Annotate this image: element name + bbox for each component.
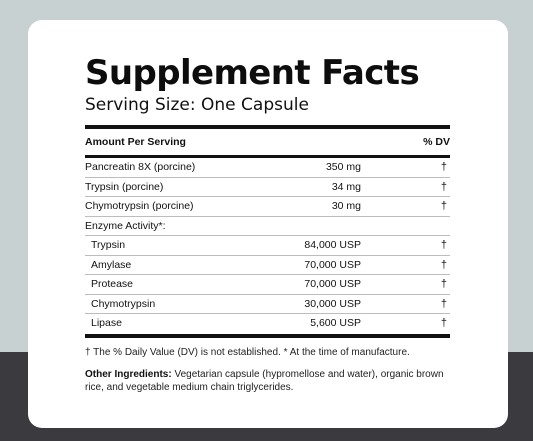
- header-amount-per-serving: Amount Per Serving: [85, 136, 186, 148]
- panel-title: Supplement Facts: [85, 53, 420, 93]
- label-card: [28, 20, 508, 428]
- row-name: Chymotrypsin (porcine): [85, 200, 194, 212]
- row-dv: †: [440, 317, 447, 329]
- dv-footnote: † The % Daily Value (DV) is not established. * At the time of manufacture.: [85, 346, 410, 358]
- row-name: Protease: [91, 278, 134, 290]
- row-name: Trypsin (porcine): [85, 180, 164, 193]
- row-name: Trypsin: [91, 239, 126, 251]
- table-row: [85, 197, 450, 217]
- row-amount: 30 mg: [331, 200, 361, 212]
- row-dv: †: [440, 180, 447, 193]
- table-row: [85, 256, 450, 276]
- row-amount: 34 mg: [331, 180, 361, 193]
- other-ingredients-text: Vegetarian capsule (hypromellose and water), organic brown rice, and vegetable medium chain triglycerides.: [85, 368, 444, 393]
- table-row: [85, 158, 450, 178]
- row-amount: 30,000 USP: [304, 297, 361, 310]
- row-dv: †: [440, 239, 447, 251]
- supplement-facts-panel: [85, 54, 450, 394]
- table-row: [85, 314, 450, 334]
- table-row: [85, 295, 450, 315]
- row-dv: †: [440, 161, 447, 173]
- row-name: Enzyme Activity*:: [85, 219, 166, 232]
- row-amount: 70,000 USP: [304, 258, 361, 271]
- row-dv: †: [440, 278, 447, 290]
- thick-rule-bottom: [85, 334, 450, 338]
- row-amount: 84,000 USP: [304, 239, 361, 251]
- row-amount: 350 mg: [325, 161, 361, 173]
- table-row: [85, 178, 450, 198]
- row-dv: †: [440, 297, 447, 310]
- table-row-enzyme-activity: [85, 217, 450, 237]
- row-amount: 5,600 USP: [310, 317, 361, 329]
- row-dv: †: [440, 200, 447, 212]
- table-row: [85, 275, 450, 295]
- header-daily-value: % DV: [423, 136, 450, 148]
- other-ingredients-label: Other Ingredients:: [85, 368, 172, 380]
- other-ingredients: [85, 368, 450, 394]
- row-amount: 70,000 USP: [304, 278, 361, 290]
- row-name: Pancreatin 8X (porcine): [85, 161, 196, 173]
- row-dv: †: [440, 258, 447, 271]
- row-name: Amylase: [91, 258, 132, 271]
- table-row: [85, 236, 450, 256]
- row-name: Chymotrypsin: [91, 297, 156, 310]
- row-name: Lipase: [91, 317, 122, 329]
- table-header: [85, 129, 450, 155]
- serving-size: Serving Size: One Capsule: [85, 95, 309, 115]
